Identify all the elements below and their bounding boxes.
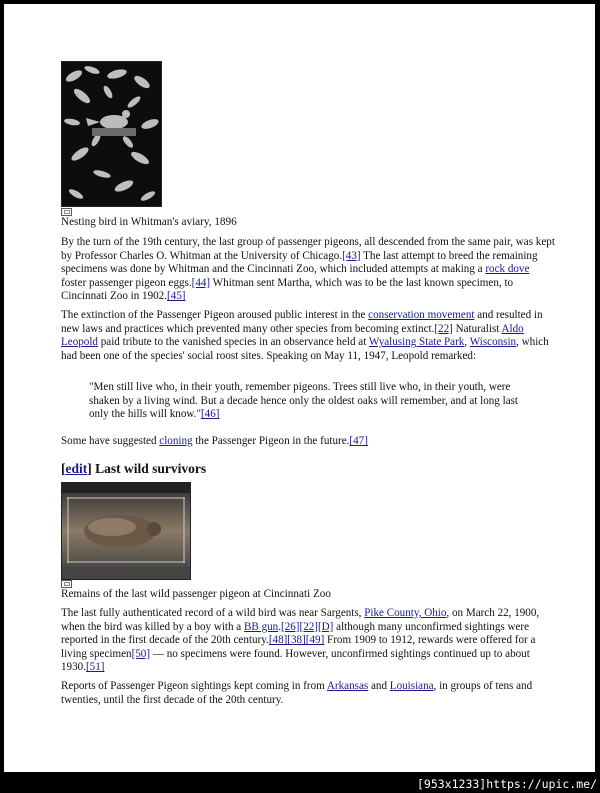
text: The last fully authenticated record of a wild bird was near Sargents,: [61, 607, 365, 619]
text: Naturalist: [452, 322, 502, 335]
text: the Passenger Pigeon in the future.: [192, 435, 350, 447]
nesting-bird-photo[interactable]: [61, 61, 162, 207]
citation-link[interactable]: [45]: [167, 290, 186, 303]
text: , which had been one of the species' social roost sites. Speaking on May 11, 1947, Leopold remarked:: [61, 336, 549, 362]
text: From 1909 to 1912, rewards were offered for a living specimen: [61, 634, 536, 660]
section-title: Last wild survivors: [95, 461, 207, 476]
magnify-icon[interactable]: [61, 580, 72, 588]
text: ,: [464, 336, 470, 349]
wisconsin-link[interactable]: Wisconsin: [469, 336, 517, 349]
figure-caption: Remains of the last wild passenger pigeon at Cincinnati Zoo: [61, 588, 331, 600]
text: paid tribute to the vanished species in an observance held at: [97, 336, 369, 349]
text: and resulted in new laws and practices which prevented many other species from becoming extinct.: [61, 309, 543, 335]
last-pigeon-remains-photo[interactable]: [61, 482, 191, 580]
arkansas-link[interactable]: Arkansas: [326, 680, 369, 692]
figure-caption: Nesting bird in Whitman's aviary, 1896: [61, 216, 237, 228]
paragraph: [61, 435, 556, 449]
citation-link[interactable]: [50]: [131, 647, 151, 660]
bb-gun-link[interactable]: BB gun: [244, 620, 279, 633]
text: , on March 22, 1900, when the bird was killed by a boy with a: [61, 607, 540, 633]
section-heading: [edit] Last wild survivors: [61, 461, 207, 476]
cloning-link[interactable]: cloning: [159, 435, 193, 447]
citation-link[interactable]: [44]: [191, 276, 211, 289]
citation-link[interactable]: [22]: [434, 322, 453, 335]
citation-link[interactable]: [46]: [200, 408, 220, 421]
text: .: [278, 620, 282, 633]
paragraph: [61, 607, 556, 675]
text: Whitman sent Martha, which was to be the last known specimen, to Cincinnati Zoo in 1902.: [61, 276, 514, 303]
text: Some have suggested: [61, 435, 160, 447]
citation-link[interactable]: [51]: [85, 661, 105, 674]
pike-county-ohio-link[interactable]: Pike County, Ohio: [364, 607, 447, 619]
citation-link[interactable]: [26][22][D]: [281, 620, 334, 633]
conservation-movement-link[interactable]: conservation movement: [368, 309, 475, 321]
text: By the turn of the 19th century, the last group of passenger pigeons, all descended from the same pair, was kept by Professor Charles O. Whitman at the University of Chicago.: [61, 236, 555, 262]
citation-link[interactable]: [47]: [349, 435, 368, 447]
quote-text: "Men still live who, in their youth, remember pigeons. Trees still live who, in their youth, were shaken by a living wind. But a decade hence only the oldest oaks will remember, and at long last only the hills will know.": [89, 381, 519, 421]
magnify-icon[interactable]: [61, 208, 72, 216]
text: and: [368, 680, 390, 692]
image-host-footer: [953x1233]https://upic.me/: [416, 777, 597, 791]
citation-link[interactable]: [43]: [342, 249, 361, 262]
text: foster passenger pigeon eggs.: [61, 276, 192, 289]
rock-dove-link[interactable]: rock dove: [485, 263, 530, 276]
citation-link[interactable]: [48][38][49]: [268, 634, 325, 647]
text: Reports of Passenger Pigeon sightings kept coming in from: [61, 680, 327, 692]
document-page: [4, 4, 595, 772]
paragraph: [61, 309, 556, 363]
text: , in groups of tens and twenties, until the first decade of the 20th century.: [61, 680, 533, 706]
wyalusing-state-park-link[interactable]: Wyalusing State Park: [368, 336, 465, 349]
aldo-leopold-link[interactable]: Aldo Leopold: [61, 322, 524, 349]
paragraph: [61, 236, 556, 304]
text: The extinction of the Passenger Pigeon aroused public interest in the: [61, 309, 369, 321]
quote-block: [89, 381, 529, 422]
text: The last attempt to breed the remaining specimens was done by Whitman and the Cincinnati Zoo, which included attempts at making a: [61, 249, 538, 276]
paragraph: [61, 680, 556, 707]
text: — no specimens were found. However, unconfirmed sightings continued up to about 1930.: [61, 647, 530, 674]
edit-link[interactable]: edit: [65, 461, 88, 476]
louisiana-link[interactable]: Louisiana: [389, 680, 434, 692]
text: although many unconfirmed sightings were reported in the first decade of the 20th century.: [61, 620, 530, 647]
